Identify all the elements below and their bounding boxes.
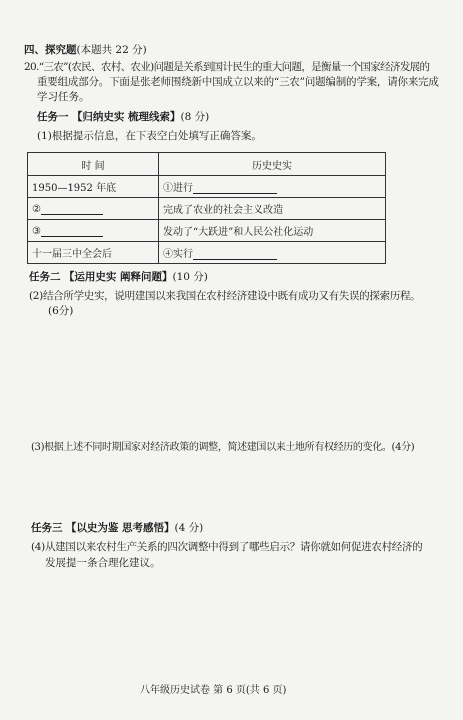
task1-label: 任务一 [37,111,69,123]
section-note: (本题共 22 分) [76,44,147,56]
task1-score: (8 分) [180,111,210,123]
task3-title: 【以史为鉴 思考感悟】 [65,522,175,534]
task2-title: 【运用史实 阐释问题】 [63,271,173,283]
table-header-row [28,153,386,176]
question-intro-line-2: 重要组成部分。下面是张老师围绕新中国成立以来的“三农”问题编制的学案，请你来完成 [37,76,439,88]
table-cell-fact [159,242,386,264]
section-heading [24,44,147,57]
answer-blank[interactable] [41,203,103,215]
time-text: ② [32,203,41,215]
table-cell-fact [159,176,386,198]
table-row [28,198,386,220]
question-4-line-1: (4)从建国以来农村生产关系的四次调整中得到了哪些启示？请你就如何促进农村经济的 [31,541,423,553]
task3-score: (4 分) [174,522,204,534]
answer-blank[interactable] [41,225,103,237]
task1-instruction: (1)根据提示信息，在下表空白处填写正确答案。 [37,130,262,142]
table-cell-time [28,198,159,220]
table-cell-fact: 完成了农业的社会主义改造 [159,198,386,220]
history-table [27,152,386,264]
task3-label: 任务三 [31,522,63,534]
question-3: (3)根据上述不同时期国家对经济政策的调整，简述建国以来土地所有权经历的变化。(4分) [31,442,415,453]
table-cell-time [28,220,159,242]
task2-label: 任务二 [29,271,61,283]
table-cell-fact: 发动了“大跃进”和人民公社化运动 [159,220,386,242]
section-title: 四、探究题 [24,44,77,56]
page-footer: 八年级历史试卷 第 6 页(共 6 页) [140,685,287,696]
fact-text: ①进行 [163,183,193,194]
task3-heading [31,522,203,535]
answer-blank[interactable] [193,182,277,194]
table-cell-time: 1950—1952 年底 [28,176,159,198]
fact-text: ④实行 [163,249,193,260]
table-header-time: 时 间 [28,153,159,176]
answer-blank[interactable] [193,248,277,260]
task2-heading [29,271,208,284]
table-row [28,220,386,242]
time-text: ③ [32,225,41,237]
question-4-line-2: 发展提一条合理化建议。 [45,557,161,569]
task2-score: (10 分) [172,271,208,283]
question-2-line-2: (6分) [48,305,74,317]
table-header-fact: 历史史实 [159,153,386,176]
question-intro-line-3: 学习任务。 [37,91,90,103]
table-row [28,242,386,264]
question-intro-line-1: 20.“三农”(农民、农村、农业)问题是关系到国计民生的重大问题，是衡量一个国家经济发展的 [24,61,430,73]
task1-heading [37,111,209,124]
table-cell-time: 十一届三中全会后 [28,242,159,264]
table-row [28,176,386,198]
question-2-line-1: (2)结合所学史实，说明建国以来我国在农村经济建设中既有成功又有失误的探索历程。 [29,290,421,302]
task1-title: 【归纳史实 梳理线索】 [71,111,181,123]
